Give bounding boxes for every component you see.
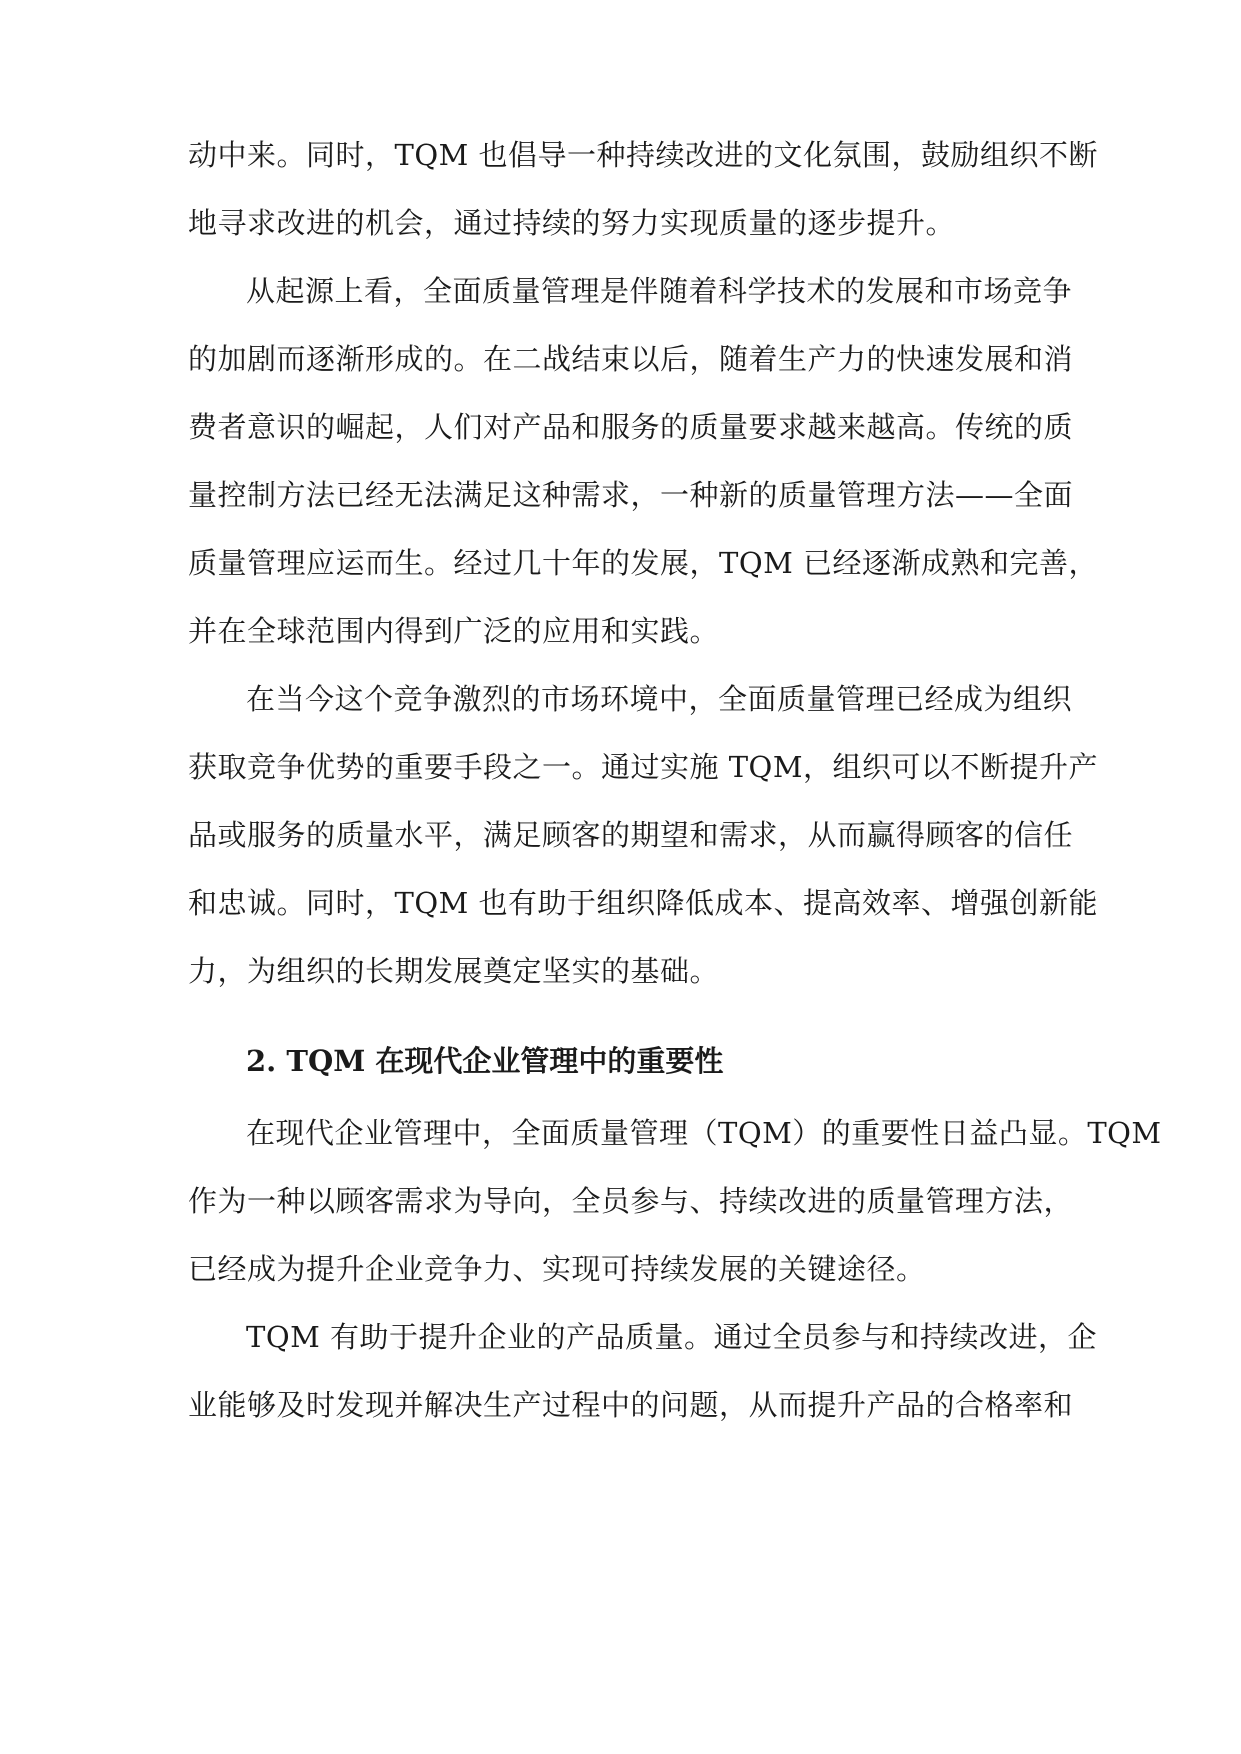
- text-line: 并在全球范围内得到广泛的应用和实践。: [188, 614, 720, 648]
- text-line: 获取竞争优势的重要手段之一。通过实施 TQM，组织可以不断提升产: [188, 750, 1099, 784]
- text-line: 地寻求改进的机会，通过持续的努力实现质量的逐步提升。: [188, 206, 956, 240]
- text-line: 质量管理应运而生。经过几十年的发展，TQM 已经逐渐成熟和完善，: [188, 546, 1099, 580]
- text-line: 力，为组织的长期发展奠定坚实的基础。: [188, 954, 720, 988]
- text-line: 的加剧而逐渐形成的。在二战结束以后，随着生产力的快速发展和消: [188, 342, 1074, 376]
- text-line: 作为一种以顾客需求为导向，全员参与、持续改进的质量管理方法，: [188, 1184, 1074, 1218]
- text-line: 已经成为提升企业竞争力、实现可持续发展的关键途径。: [188, 1252, 926, 1286]
- text-line: TQM 有助于提升企业的产品质量。通过全员参与和持续改进，企: [246, 1320, 1098, 1354]
- text-line: 在当今这个竞争激烈的市场环境中，全面质量管理已经成为组织: [246, 682, 1073, 716]
- text-line: 量控制方法已经无法满足这种需求，一种新的质量管理方法——全面: [188, 478, 1074, 512]
- text-line: 业能够及时发现并解决生产过程中的问题，从而提升产品的合格率和: [188, 1388, 1074, 1422]
- text-line: 从起源上看，全面质量管理是伴随着科学技术的发展和市场竞争: [246, 274, 1073, 308]
- text-line: 动中来。同时，TQM 也倡导一种持续改进的文化氛围，鼓励组织不断: [188, 138, 1099, 172]
- text-line: 品或服务的质量水平，满足顾客的期望和需求，从而赢得顾客的信任: [188, 818, 1074, 852]
- section-heading: 2. TQM 在现代企业管理中的重要性: [246, 1044, 724, 1078]
- text-line: 费者意识的崛起，人们对产品和服务的质量要求越来越高。传统的质: [188, 410, 1074, 444]
- text-line: 和忠诚。同时，TQM 也有助于组织降低成本、提高效率、增强创新能: [188, 886, 1099, 920]
- text-line: 在现代企业管理中，全面质量管理（TQM）的重要性日益凸显。TQM: [246, 1116, 1162, 1150]
